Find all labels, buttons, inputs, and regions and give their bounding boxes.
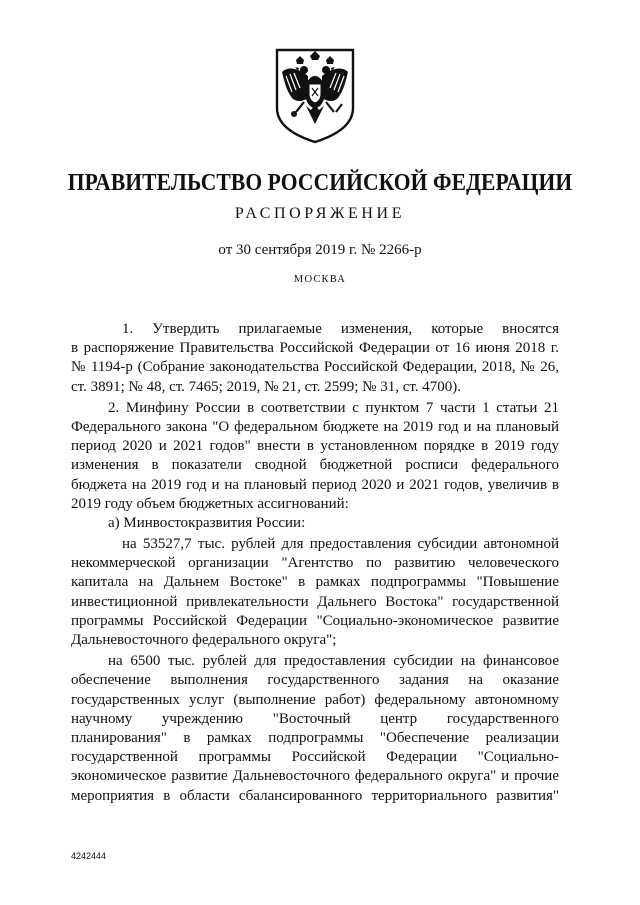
paragraph-4-line: инвестиционной привлекательности Дальнего Востока" государственной xyxy=(71,593,559,610)
organization-title: ПРАВИТЕЛЬСТВО РОССИЙСКОЙ ФЕДЕРАЦИИ xyxy=(67,169,573,196)
paragraph-5-line: государственной программы Российской Федерации "Социально- xyxy=(71,749,559,766)
paragraph-2-line: Федерального закона "О федеральном бюджете на 2019 год и на плановый xyxy=(71,418,559,435)
paragraph-1-line: ст. 3891; № 48, ст. 7465; 2019, № 21, ст. 2599; № 31, ст. 4700). xyxy=(71,378,462,395)
paragraph-4-line: капитала на Дальнем Востоке" в рамках подпрограммы "Повышение xyxy=(71,574,559,591)
paragraph-4-line: некоммерческой организации "Агентство по развитию человеческого xyxy=(71,555,559,572)
paragraph-2-line: 2019 году объем бюджетных ассигнований: xyxy=(71,495,349,512)
paragraph-2-line: бюджета на 2019 год и на плановый период 2020 и 2021 годов, увеличив в xyxy=(71,476,559,493)
document-type: РАСПОРЯЖЕНИЕ xyxy=(234,205,406,222)
paragraph-5-line: государственных услуг (выполнение работ) федеральному автономному xyxy=(71,691,559,708)
paragraph-5-line: мероприятия в области сбалансированного территориального развития" xyxy=(71,787,559,804)
paragraph-5-line: экономическое развитие Дальневосточного федерального округа" и прочие xyxy=(71,768,559,785)
paragraph-1-line: 1. Утвердить прилагаемые изменения, которые вносятся xyxy=(122,321,559,337)
paragraph-5-line: научному учреждению "Восточный центр государственного xyxy=(71,710,559,727)
paragraph-5-line: обеспечение выполнения государственного задания на оказание xyxy=(71,672,559,689)
paragraph-4-line: Дальневосточного федерального округа"; xyxy=(71,632,337,648)
paragraph-2-line: период 2020 и 2021 годов" внести в установленном порядке в 2019 году xyxy=(71,438,559,455)
paragraph-4-line: на 53527,7 тыс. рублей для предоставления субсидии автономной xyxy=(122,536,559,553)
subitem-a-line: а) Минвостокразвития России: xyxy=(108,514,306,531)
paragraph-1-line: № 1194-р (Собрание законодательства Российской Федерации, 2018, № 26, xyxy=(71,359,559,376)
document-body xyxy=(71,320,559,806)
paragraph-4-line: программы Российской Федерации "Социально-экономическое развитие xyxy=(71,612,559,629)
paragraph-2-line: изменения в показатели сводной бюджетной росписи федерального xyxy=(71,457,559,474)
coat-of-arms-icon xyxy=(274,46,356,144)
document-date-number: от 30 сентября 2019 г. № 2266-р xyxy=(218,242,422,258)
paragraph-5-line: планирования" в рамках подпрограммы "Обеспечение реализации xyxy=(71,729,559,746)
document-code: 4242444 xyxy=(71,851,107,861)
document-place: МОСКВА xyxy=(293,274,347,285)
paragraph-1-line: в распоряжение Правительства Российской Федерации от 16 июня 2018 г. xyxy=(71,340,559,357)
paragraph-5-line: на 6500 тыс. рублей для предоставления субсидии на финансовое xyxy=(108,653,559,670)
paragraph-2-line: 2. Минфину России в соответствии с пунктом 7 части 1 статьи 21 xyxy=(108,399,559,416)
